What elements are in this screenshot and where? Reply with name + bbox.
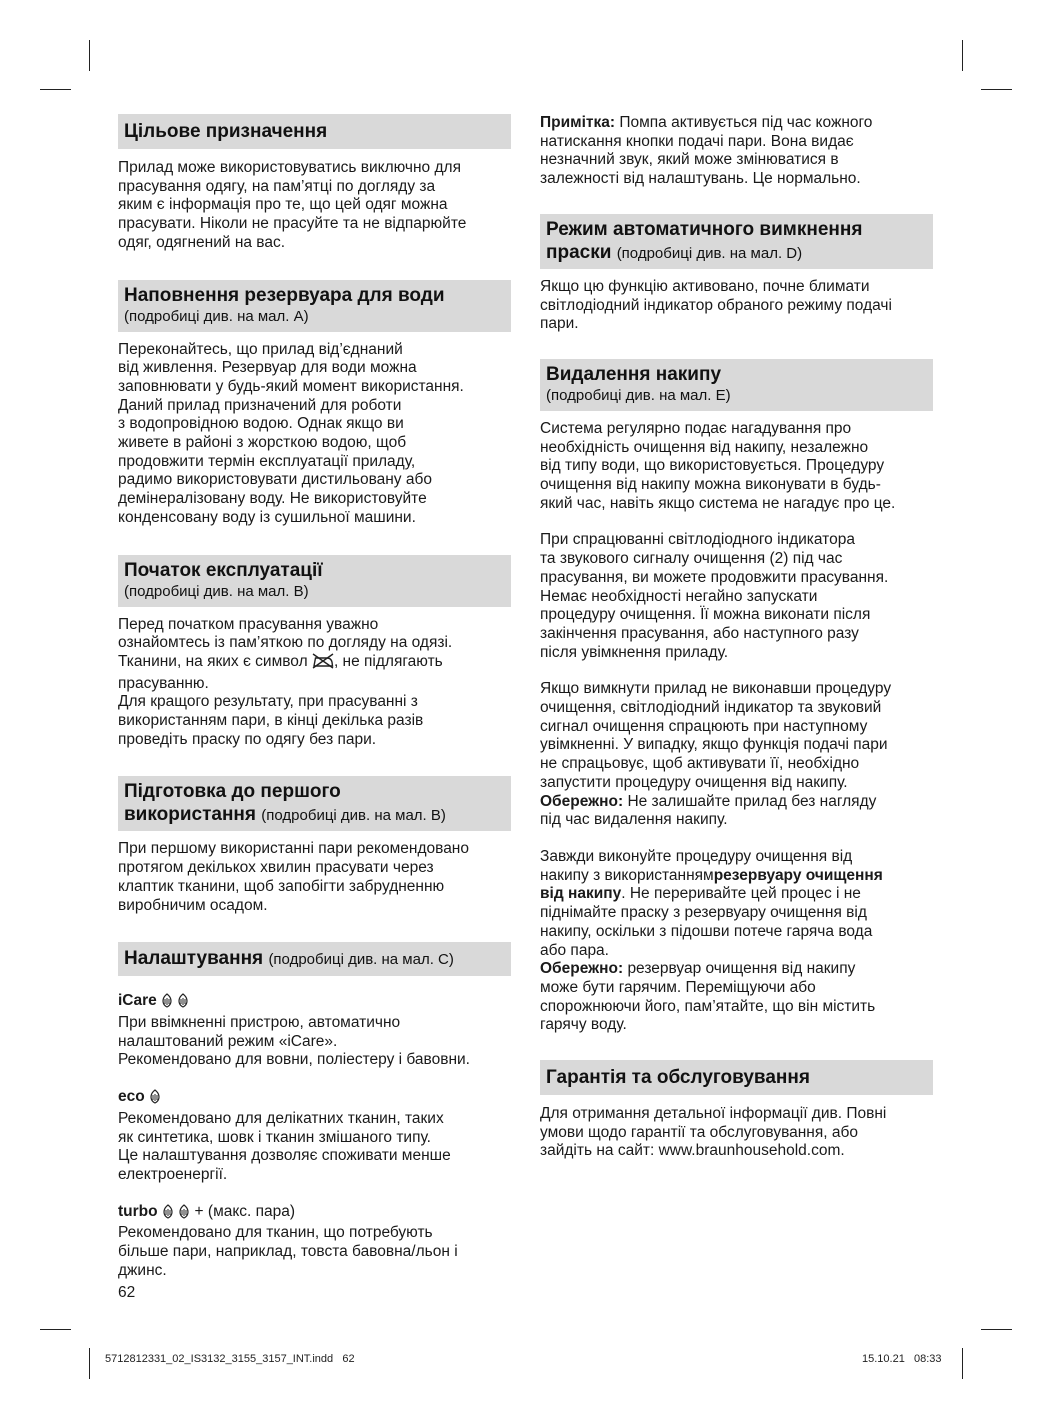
body-line: протягом декількох хвилин прасувати через [118, 859, 434, 877]
body-line: процедуру очищення. Її можна виконати після [540, 606, 871, 624]
heading-text: Видалення накипу [546, 363, 722, 385]
note-label: Примітка: [540, 114, 616, 131]
mode-title [118, 1203, 511, 1225]
section-heading [540, 359, 933, 411]
body-line: Немає необхідності негайно запускати [540, 587, 818, 605]
steam-icon [178, 1204, 190, 1225]
body-line: Система регулярно подає нагадування про [540, 419, 852, 437]
steam-icon [161, 993, 173, 1014]
mode-block [118, 992, 511, 1070]
body-line: Переконайтесь, що прилад від’єднаний [118, 340, 403, 358]
body-line: умови щодо гарантії та обслуговування, або [540, 1123, 858, 1141]
heading-text: Наповнення резервуара для води [124, 284, 445, 306]
body-line: демінералізовану воду. Не використовуйте [118, 490, 427, 508]
body-line: натискання кнопки подачі пари. Вона видає [540, 132, 854, 150]
body-line: Для отримання детальної інформації див. Повні [540, 1105, 887, 1123]
body-line: При спрацюванні світлодіодного індикатора [540, 531, 855, 549]
body-line: Рекомендовано для тканин, що потребують [118, 1224, 433, 1242]
note-block [540, 114, 933, 189]
body-line: зайдіть на сайт: www.braunhousehold.com. [540, 1142, 845, 1160]
body-line: Рекомендовано для вовни, поліестеру і бавовни. [118, 1051, 470, 1069]
body-line: світлодіодний індикатор обраного режиму подачі [540, 296, 892, 314]
steam-icon [149, 1089, 161, 1110]
body-line: від живлення. Резервуар для води можна [118, 359, 417, 377]
mode-name: eco [118, 1088, 145, 1106]
body-text: резервуар очищення від накипу [627, 960, 856, 978]
body-line: заповнювати у будь-який момент використання. [118, 377, 464, 395]
body-line [540, 114, 933, 133]
body-text: накипу з використанням [540, 866, 714, 884]
heading-text: Цільове призначення [124, 121, 328, 142]
body-text: . Не переривайте цей процес і не [621, 885, 861, 903]
body-line: та звукового сигналу очищення (2) під час [540, 550, 843, 568]
section-heading [540, 1060, 933, 1095]
mode-block [118, 1203, 511, 1281]
body-line: ознайомтесь із пам’яткою по догляду на одязі. [118, 634, 453, 652]
section-heading [118, 942, 511, 976]
body-line [118, 653, 511, 675]
body-line: прасувати. Ніколи не прасуйте та не відпарюйте [118, 215, 467, 233]
section-body [118, 159, 511, 253]
steam-icon [162, 1204, 174, 1225]
crop-mark [981, 1329, 1012, 1330]
body-line: прасування одягу, на пам’ятці по догляду за [118, 177, 436, 195]
heading-text: Початок експлуатації [124, 559, 323, 581]
body-line: незначний звук, який може змінюватися в [540, 151, 839, 169]
crop-mark [962, 1348, 963, 1379]
body-line: очищення, світлодіодний індикатор та звуковий [540, 699, 882, 717]
body-line: Це налаштування дозволяє споживати менше [118, 1147, 451, 1165]
section-body [118, 341, 511, 528]
footer-timestamp: 15.10.21 08:33 [862, 1353, 942, 1365]
body-line: одяг, одягнений на вас. [118, 233, 286, 251]
section-body [540, 1105, 933, 1161]
body-line [540, 960, 933, 979]
body-line: під час видалення накипу. [540, 811, 728, 829]
body-line: піднімайте праску з резервуару очищення від [540, 904, 867, 922]
heading-subtitle: (подробиці див. на мал. A) [124, 307, 309, 325]
body-line: електроенергії. [118, 1165, 228, 1183]
heading-subtitle: (подробиці див. на мал. C) [268, 951, 454, 969]
body-text: Не залишайте прилад без нагляду [627, 792, 877, 810]
section-body [540, 278, 933, 334]
body-line: продовжити термін експлуатації приладу, [118, 452, 416, 470]
body-line: Даний прилад призначений для роботи [118, 396, 402, 414]
body-line: Рекомендовано для делікатних тканин, таких [118, 1109, 444, 1127]
body-line: Перед початком прасування уважно [118, 615, 379, 633]
body-text: Тканини, на яких є символ [118, 652, 308, 670]
body-line: Якщо вимкнути прилад не виконавши процедуру [540, 680, 892, 698]
body-line: виробничим осадом. [118, 896, 268, 914]
heading-subtitle: (подробиці див. на мал. E) [546, 386, 731, 404]
heading-subtitle: (подробиці див. на мал. D) [616, 244, 803, 262]
body-line: від типу води, що використовується. Процедуру [540, 457, 885, 475]
section-heading [118, 280, 511, 332]
body-line: Для кращого результату, при прасуванні з [118, 693, 418, 711]
body-text: , не підлягають [333, 652, 443, 670]
body-line: увімкненні. У випадку, якщо функція подачі пари [540, 736, 888, 754]
mode-title [118, 1088, 511, 1110]
crop-mark [89, 40, 90, 71]
body-line: з водопровідною водою. Однак якщо ви [118, 415, 404, 433]
body-line: прасуванню. [118, 674, 209, 692]
heading-text: використання [124, 804, 256, 826]
body-line [540, 793, 933, 812]
crop-mark [40, 1329, 71, 1330]
left-column [118, 114, 511, 1280]
body-line: який час, навіть якщо система не нагадує про це. [540, 494, 896, 512]
body-line: яким є інформація про те, що цей одяг можна [118, 196, 448, 214]
crop-mark [89, 1348, 90, 1379]
body-line: живете в районі з жорсткою водою, щоб [118, 434, 407, 452]
section-body [540, 420, 933, 1035]
mode-title [118, 992, 511, 1014]
crop-mark [962, 40, 963, 71]
section-heading [540, 214, 933, 269]
heading-text: Режим автоматичного вимкнення [546, 218, 863, 240]
heading-subtitle: (подробиці див. на мал. B) [124, 582, 309, 600]
body-line: після увімкнення приладу. [540, 643, 729, 661]
body-line: використанням пари, в кінці декілька разів [118, 712, 424, 730]
body-line: не спрацьовує, щоб активувати її, необхідно [540, 755, 860, 773]
section-body [118, 840, 511, 915]
body-line: При першому використанні пари рекомендовано [118, 840, 469, 858]
body-line: клаптик тканини, щоб запобігти забрудненню [118, 877, 445, 895]
emphasis-text: від накипу [540, 885, 622, 903]
section-heading [118, 555, 511, 607]
body-line: Завжди виконуйте процедуру очищення від [540, 847, 853, 865]
section-heading [118, 114, 511, 149]
heading-text: Підготовка до першого [124, 781, 341, 803]
body-line: необхідність очищення від накипу, незалежно [540, 438, 869, 456]
body-line: як синтетика, шовк і тканин змішаного типу. [118, 1128, 431, 1146]
heading-text: праски [546, 241, 612, 263]
body-line: пари. [540, 315, 579, 333]
body-line: закінчення прасування, або наступного разу [540, 624, 859, 642]
section-body [118, 616, 511, 750]
mode-name: iCare [118, 992, 157, 1010]
body-line: запустити процедуру очищення від накипу. [540, 773, 848, 791]
body-line: очищення від накипу можна виконувати в будь- [540, 476, 881, 494]
body-line: накипу, оскільки з підошви потече гаряча вода [540, 922, 873, 940]
section-heading [118, 776, 511, 831]
body-line: конденсовану воду із сушильної машини. [118, 508, 416, 526]
page-number: 62 [118, 1284, 136, 1301]
emphasis-text: резервуару очищення [713, 866, 883, 884]
body-line: сигнал очищення спрацюють при наступному [540, 717, 868, 735]
warning-label: Обережно: [540, 792, 624, 810]
body-line: спорожнюючи його, пам’ятайте, що він містить [540, 997, 876, 1015]
heading-subtitle: (подробиці див. на мал. B) [261, 807, 446, 825]
right-column [540, 114, 933, 1161]
body-line: або пара. [540, 941, 609, 959]
body-text: Помпа активується під час кожного [619, 114, 873, 131]
mode-extra: + (макс. пара) [194, 1202, 296, 1220]
crop-mark [981, 89, 1012, 90]
body-line: Прилад може використовуватись виключно для [118, 159, 461, 176]
do-not-iron-icon [312, 653, 334, 675]
body-line: прасування, ви можете продовжити прасування. [540, 568, 889, 586]
body-line [540, 867, 933, 886]
body-line: налаштований режим «iCare». [118, 1032, 338, 1050]
body-line: гарячу воду. [540, 1016, 627, 1034]
footer-filename: 5712812331_02_IS3132_3155_3157_INT.indd 62 [105, 1353, 355, 1365]
steam-icon [177, 993, 189, 1014]
body-line: може бути гарячим. Переміщуючи або [540, 978, 816, 996]
body-line: залежності від налаштувань. Це нормально. [540, 170, 861, 188]
body-line: джинс. [118, 1261, 167, 1279]
body-line: більше пари, наприклад, товста бавовна/льон і [118, 1243, 458, 1261]
body-line [540, 885, 933, 904]
warning-label: Обережно: [540, 960, 624, 978]
heading-text: Гарантія та обслуговування [546, 1067, 810, 1089]
heading-text: Налаштування [124, 948, 264, 970]
crop-mark [40, 89, 71, 90]
mode-block [118, 1088, 511, 1185]
mode-name: turbo [118, 1202, 158, 1220]
body-line: При ввімкненні пристрою, автоматично [118, 1013, 401, 1031]
body-line: радимо використовувати дистильовану або [118, 471, 432, 489]
body-line: проведіть праску по одягу без пари. [118, 730, 377, 748]
body-line: Якщо цю функцію активовано, почне блимати [540, 277, 870, 295]
